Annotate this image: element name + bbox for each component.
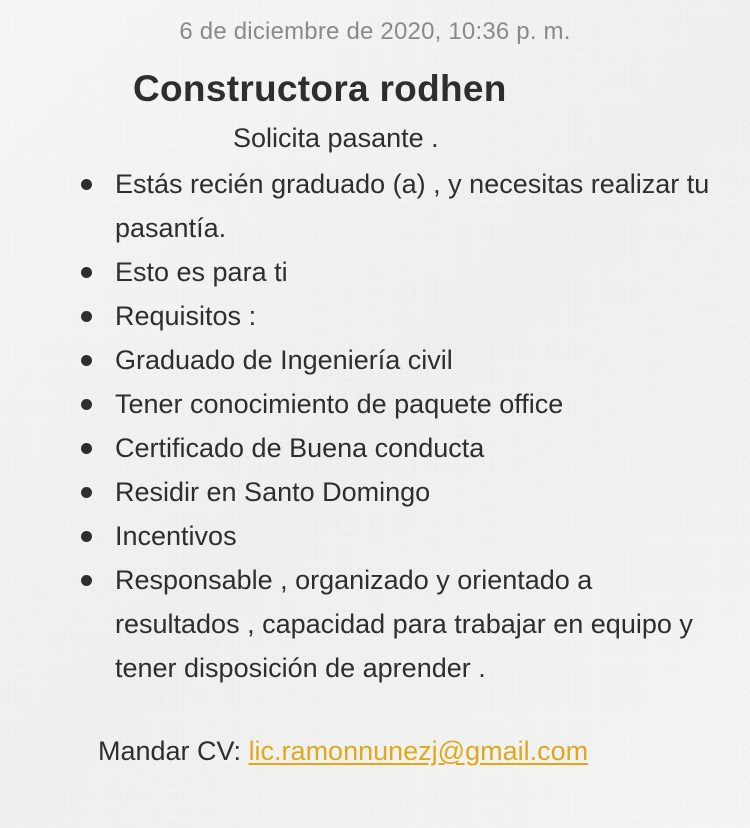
- contact-label: Mandar CV:: [98, 736, 249, 766]
- bullet-icon: [81, 575, 92, 586]
- list-item-text: Certificado de Buena conducta: [115, 433, 485, 463]
- bullet-icon: [81, 355, 92, 366]
- contact-line: [98, 736, 588, 767]
- list-item[interactable]: [0, 426, 750, 470]
- note-subtitle[interactable]: Solicita pasante .: [233, 123, 439, 153]
- list-item-text: Residir en Santo Domingo: [115, 477, 431, 507]
- note-title[interactable]: Constructora rodhen: [133, 68, 507, 109]
- bullet-icon: [81, 487, 92, 498]
- bullet-icon: [81, 179, 92, 190]
- note-timestamp: 6 de diciembre de 2020, 10:36 p. m.: [179, 18, 571, 45]
- list-item[interactable]: [0, 250, 750, 294]
- bullet-list: [0, 162, 750, 690]
- list-item-text: Requisitos :: [115, 301, 257, 331]
- bullet-icon: [81, 443, 92, 454]
- list-item-text: Responsable , organizado y orientado a resultados , capacidad para trabajar en equipo y tener disposición de aprender .: [115, 565, 693, 683]
- list-item-text: Tener conocimiento de paquete office: [115, 389, 564, 419]
- list-item[interactable]: [0, 338, 750, 382]
- list-item[interactable]: [0, 558, 750, 690]
- list-item[interactable]: [0, 162, 750, 250]
- list-item[interactable]: [0, 294, 750, 338]
- list-item-text: Graduado de Ingeniería civil: [115, 345, 453, 375]
- list-item[interactable]: [0, 470, 750, 514]
- bullet-icon: [81, 267, 92, 278]
- bullet-icon: [81, 531, 92, 542]
- bullet-icon: [81, 399, 92, 410]
- list-item-text: Estás recién graduado (a) , y necesitas realizar tu pasantía.: [115, 169, 710, 243]
- email-link[interactable]: lic.ramonnunezj@gmail.com: [248, 736, 589, 766]
- list-item[interactable]: [0, 382, 750, 426]
- bullet-icon: [81, 311, 92, 322]
- list-item[interactable]: [0, 514, 750, 558]
- list-item-text: Esto es para ti: [115, 257, 288, 287]
- list-item-text: Incentivos: [115, 521, 237, 551]
